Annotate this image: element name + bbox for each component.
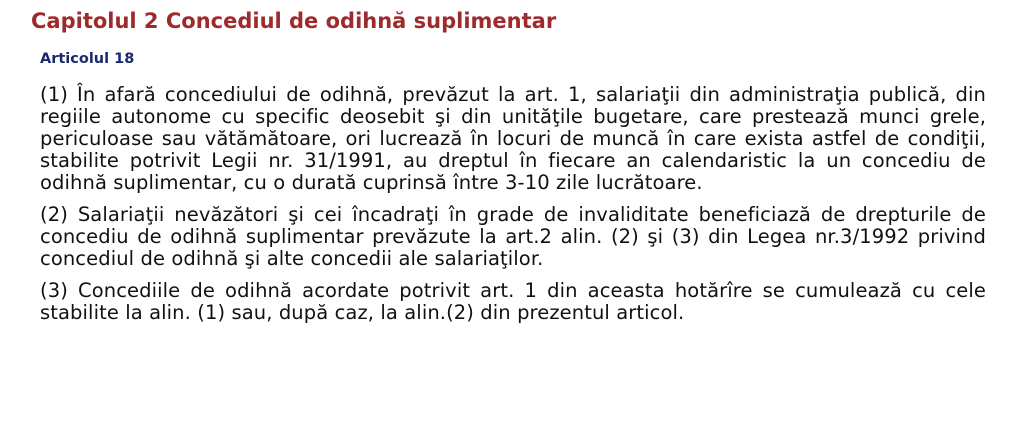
chapter-title: Capitolul 2 Concediul de odihnă suplimentar: [31, 9, 557, 33]
article-title: Articolul 18: [40, 51, 135, 67]
paragraph-1: (1) În afară concediului de odihnă, prevăzut la art. 1, salariaţii din administraţia publică, din regiile autonome cu specific deosebit şi din unităţile bugetare, care prestează munci grele, periculoase sau vătămătoare, ori lucrează în locuri de muncă în care exista astfel de condiţii, stabilite potrivit Legii nr. 31/1991, au dreptul în fiecare an calendaristic la un concediu de odihnă suplimentar, cu o durată cuprinsă între 3-10 zile lucrătoare.: [40, 83, 986, 194]
paragraph-2: (2) Salariaţii nevăzători şi cei încadraţi în grade de invaliditate beneficiază de drepturile de concediu de odihnă suplimentar prevăzute la art.2 alin. (2) şi (3) din Legea nr.3/1992 privind concediul de odihnă şi alte concedii ale salariaţilor.: [40, 203, 986, 270]
article-body: [40, 84, 986, 334]
paragraph-3: (3) Concediile de odihnă acordate potrivit art. 1 din aceasta hotărîre se cumulează cu cele stabilite la alin. (1) sau, după caz, la alin.(2) din prezentul articol.: [40, 279, 986, 324]
